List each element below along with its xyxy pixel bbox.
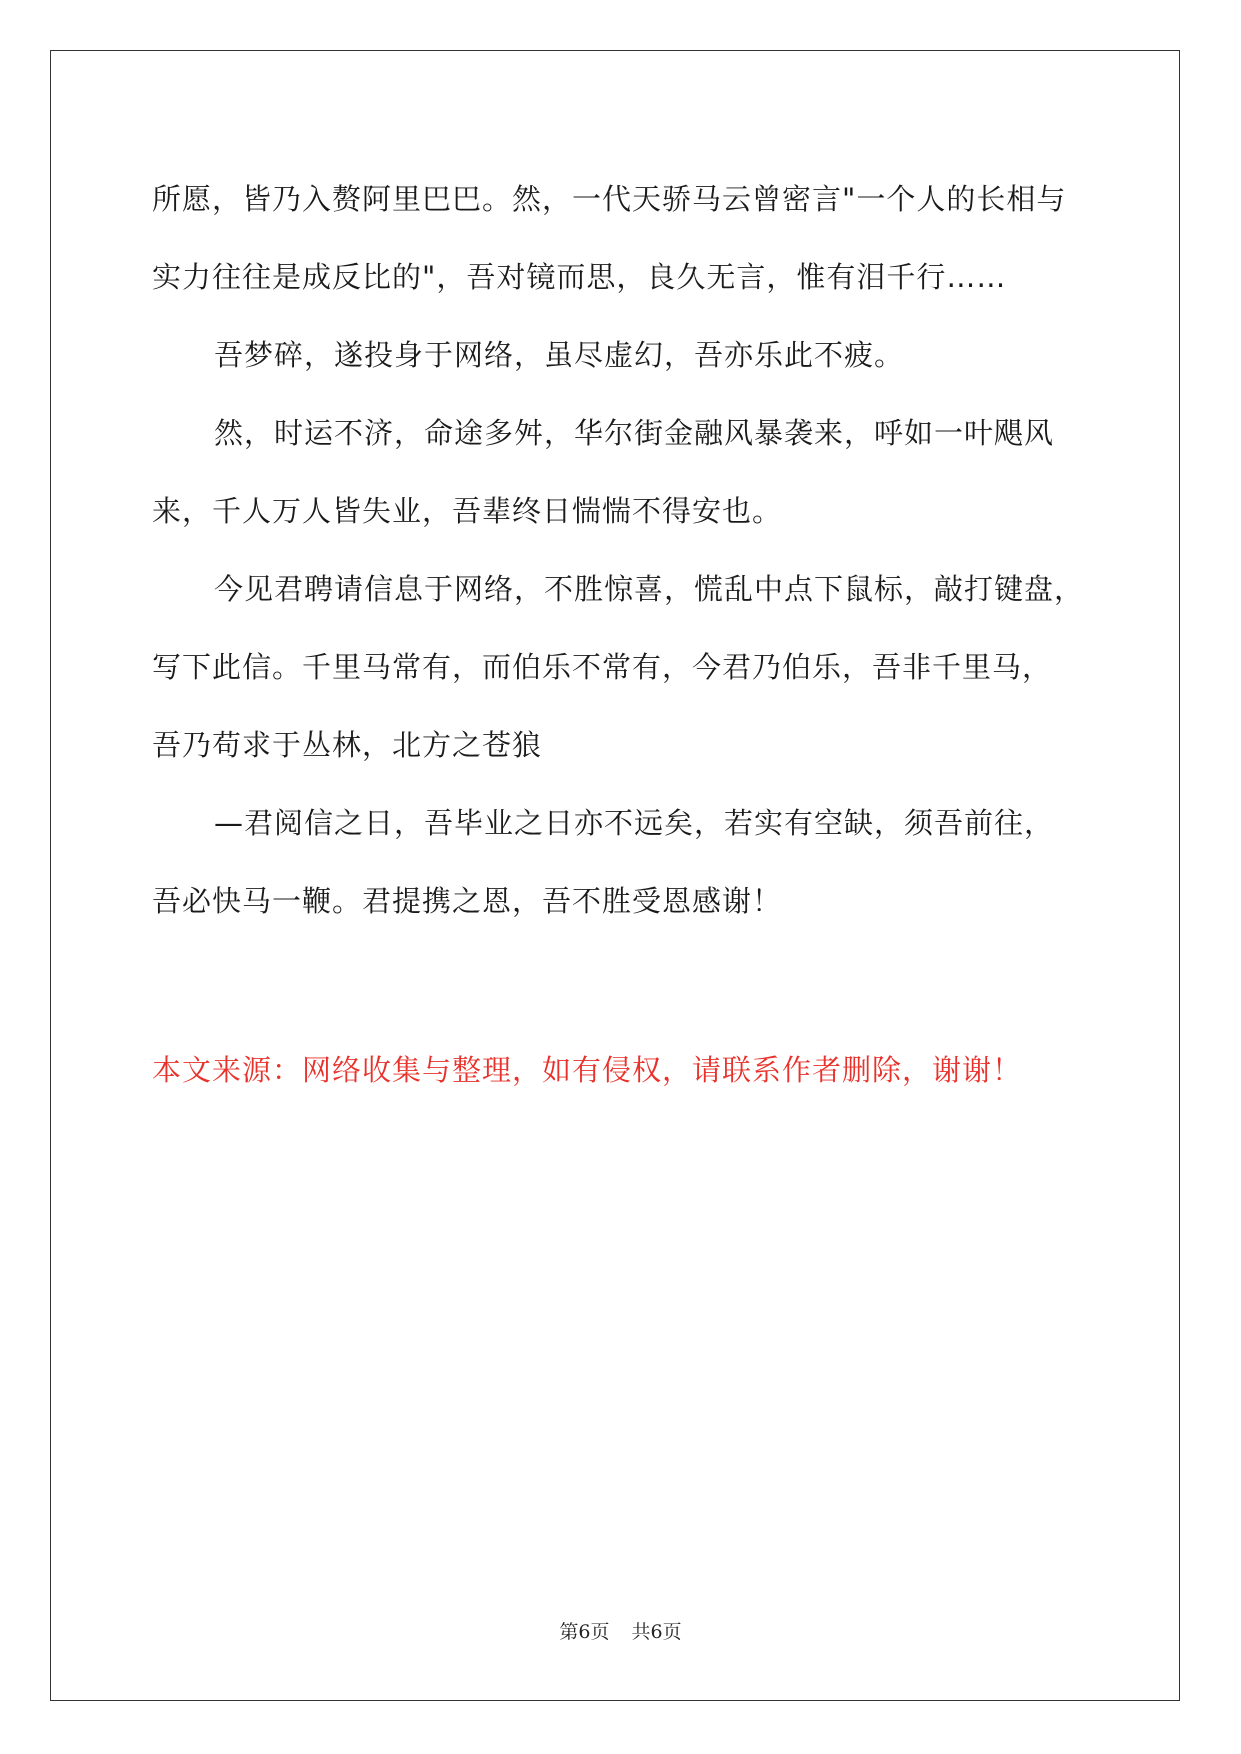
- text-line: 然，时运不济，命途多舛，华尔街金融风暴袭来，呼如一叶飓风: [214, 416, 1055, 450]
- text-line: 今见君聘请信息于网络，不胜惊喜，慌乱中点下鼠标，敲打键盘，: [214, 572, 1085, 606]
- page-number-total: 共6页: [631, 1621, 682, 1643]
- document-body: [152, 160, 1112, 940]
- text-line: 来，千人万人皆失业，吾辈终日惴惴不得安也。: [152, 494, 783, 528]
- text-line: 实力往往是成反比的"，吾对镜而思，良久无言，惟有泪千行……: [152, 260, 1007, 294]
- text-line: 吾必快马一鞭。君提携之恩，吾不胜受恩感谢！: [152, 884, 783, 918]
- page-number-current: 第6页: [559, 1621, 610, 1643]
- text-line: 吾乃苟求于丛林，北方之苍狼: [152, 728, 543, 762]
- text-line: 写下此信。千里马常有，而伯乐不常有，今君乃伯乐，吾非千里马，: [152, 650, 1053, 684]
- text-line: —君阅信之日，吾毕业之日亦不远矣，若实有空缺，须吾前往，: [214, 806, 1055, 840]
- text-line: 吾梦碎，遂投身于网络，虽尽虚幻，吾亦乐此不疲。: [214, 338, 905, 372]
- page-footer: [0, 1617, 1241, 1644]
- text-line: 所愿，皆乃入赘阿里巴巴。然，一代天骄马云曾密言"一个人的长相与: [152, 182, 1067, 216]
- source-note: 本文来源：网络收集与整理，如有侵权，请联系作者删除，谢谢！: [152, 1053, 1023, 1087]
